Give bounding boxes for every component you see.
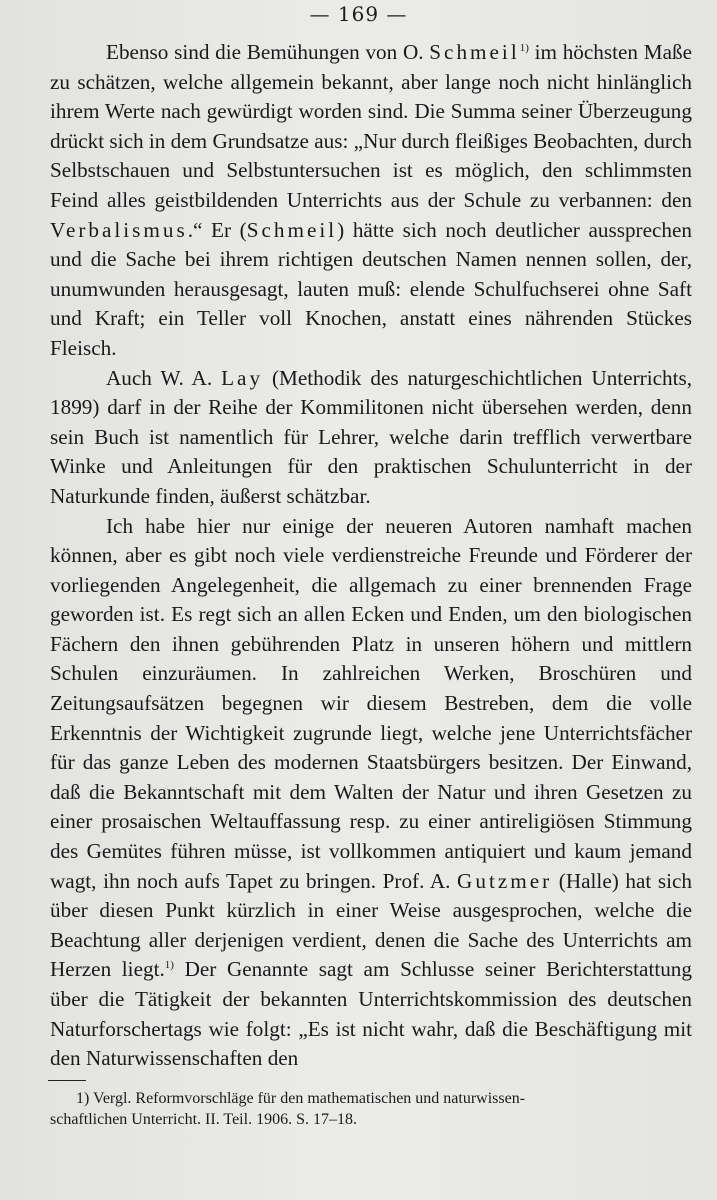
text-run: (Methodik des naturgeschichtlichen Unterrichts, 1899) darf in der Reihe der Kommilitonen nicht übersehen werden, denn sein Buch ist namentlich für Lehrer, welche darin trefflich verwertbare Winke und Anleitungen für den praktischen Schulunterricht in der Naturkunde finden, äußerst schätzbar.	[50, 365, 693, 508]
text-run: Auch W. A.	[106, 365, 222, 390]
footnote	[50, 1088, 686, 1130]
footnote-ref: 1)	[164, 959, 174, 972]
text-run: ) hätte sich noch deutlicher aussprechen und die Sache bei ihrem richtigen deutschen Namen nennen sollen, der, unumwunden herausgesagt, lauten muß: elende Schulfuchserei ohne Saft und Kraft; ein Teller voll Knochen, anstatt eines nährenden Stückes Fleisch.	[50, 217, 692, 360]
paragraph-2	[50, 364, 692, 512]
footnote-ref: 1)	[519, 41, 529, 54]
footnote-divider	[48, 1080, 86, 1081]
body-text	[50, 38, 692, 1074]
footnote-line-2: schaftlichen Unterricht. II. Teil. 1906. S. 17–18.	[50, 1111, 357, 1128]
author-name: Gutzmer	[457, 868, 553, 893]
text-run: Ebenso sind die Bemühungen von O.	[106, 40, 430, 64]
emphasized-term: Verbalismus	[50, 217, 188, 242]
text-run: .“ Er (	[187, 217, 247, 242]
paragraph-1	[50, 38, 692, 364]
text-run: Ich habe hier nur einige der neueren Autoren namhaft machen können, aber es gibt noch viele verdienstreiche Freunde und Förderer der vorliegenden Angelegenheit, die allgemach zu einer brennenden Frage geworden ist. Es regt sich an allen Ecken und Enden, um den biologischen Fächern den ihnen gebührenden Platz in unseren höhern und mittlern Schulen einzuräumen. In zahlreichen Werken, Broschüren und Zeitungsaufsätzen begegnen wir diesem Bestreben, dem die volle Erkenntnis der Wichtigkeit zugrunde liegt, welche jene Unterrichtsfächer für das ganze Leben des modernen Staatsbürgers besitzen. Der Einwand, daß die Bekanntschaft mit dem Walten der Natur und ihren Gesetzen zu einer prosaischen Weltauffassung resp. zu einer antireligiösen Stimmung des Gemütes führen müsse, ist vollkommen antiquiert und kaum jemand wagt, ihn noch aufs Tapet zu bringen. Prof. A.	[50, 513, 692, 893]
text-run: im höchsten Maße zu schätzen, welche allgemein bekannt, aber lange noch nicht hinlänglich ihrem Werte nach gewürdigt worden sind. Die Summa seiner Überzeugung drückt sich in dem Grundsatze aus: „Nur durch fleißiges Beobachten, durch Selbstschauen und Selbstuntersuchen ist es möglich, den schlimmsten Feind alles geistbildenden Unterrichts aus der Schule zu verbannen: den	[50, 40, 692, 212]
paragraph-3	[50, 512, 692, 1074]
page-number: — 169 —	[309, 2, 408, 26]
author-name: Lay	[221, 365, 264, 390]
text-run: (Halle) hat sich über diesen Punkt kürzlich in einer Weise ausgesprochen, welche die Beachtung aller derjenigen verdient, denen die Sache des Unterrichts am Herzen liegt.	[50, 868, 692, 982]
footnote-line-1: 1) Vergl. Reformvorschläge für den mathematischen und naturwissen-	[76, 1090, 526, 1107]
author-name: Schmeil	[246, 217, 338, 242]
author-name: Schmeil	[429, 40, 520, 64]
text-run: Der Genannte sagt am Schlusse seiner Berichterstattung über die Tätigkeit der bekannten Unterrichtskommission des deutschen Naturforschertags wie folgt: „Es ist nicht wahr, daß die Beschäftigung mit den Naturwissenschaften den	[50, 957, 692, 1071]
